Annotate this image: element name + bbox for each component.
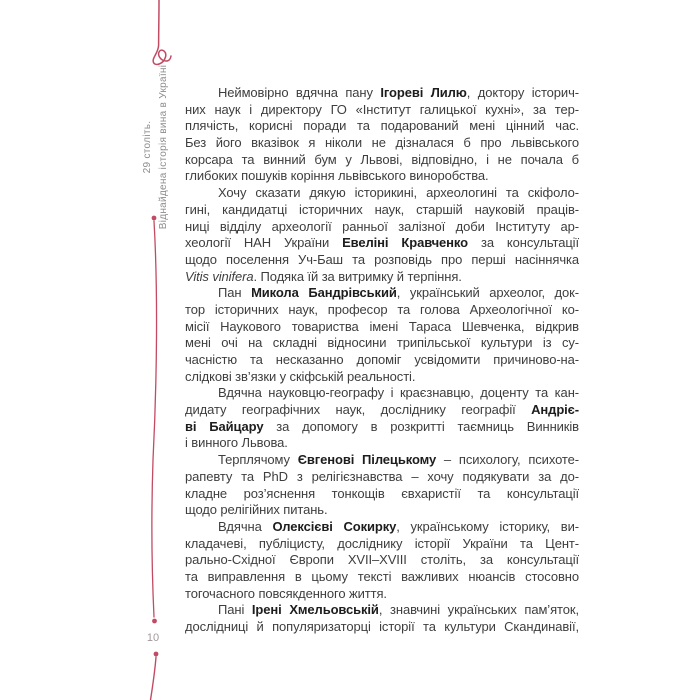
text-run: за консультації: [468, 235, 579, 251]
text-run: рапевту та PhD з релігієзнавства – хочу подякувати за до-: [185, 468, 579, 484]
text-run: Пані: [218, 602, 252, 618]
text-run: щодо поселення Уч-Баш та розповідь про перші насіннячка: [185, 251, 579, 267]
text-line: [185, 519, 579, 536]
footer-rule-with-dot: [144, 648, 166, 700]
latin-term: Vitis vinifera: [185, 268, 254, 284]
text-line: [185, 219, 579, 236]
person-name: Андріє-: [531, 402, 579, 418]
text-run: – психологу, психоте-: [436, 452, 579, 468]
spine-title: [140, 62, 174, 232]
text-run: мені очі на складні відносини трипільської культури із су-: [185, 335, 579, 351]
person-name: Ірені Хмельовській: [251, 602, 379, 618]
text-line: [185, 536, 579, 553]
text-line: [185, 152, 579, 169]
text-run: кладачеві, публіцисту, досліднику історії України та Цент-: [185, 535, 579, 551]
text-line: [185, 269, 579, 286]
person-name: Євгенові Пілецькому: [297, 452, 437, 468]
text-line: [185, 452, 579, 469]
text-line: [185, 168, 579, 185]
text-run: щодо релігійних питань.: [185, 502, 328, 518]
text-run: корсара та винний бум у Львові, відповідно, і не почала б: [185, 151, 579, 167]
text-run: місії Наукового товариства імені Тараса Шевченка, відкрив: [185, 318, 579, 334]
text-line: [185, 185, 579, 202]
text-line: [185, 135, 579, 152]
text-line: [185, 252, 579, 269]
text-run: глибоких пошуків коріння львівського виноробства.: [185, 168, 489, 184]
text-run: Хочу сказати дякую історикині, археологині та скіфоло-: [218, 185, 579, 201]
text-run: тор історичних наук, професор та голова Археологічної ко-: [185, 301, 579, 317]
text-run: . Подяка їй за витримку й терпіння.: [253, 268, 462, 284]
text-run: , український археолог, док-: [396, 285, 579, 301]
text-line: [185, 419, 579, 436]
text-run: хеології НАН України: [185, 235, 343, 251]
person-name: ві Байцару: [185, 418, 264, 434]
text-run: них наук і директору ГО «Інститут галицької кухні», за тер-: [185, 101, 579, 117]
text-line: [185, 319, 579, 336]
text-run: гині, кандидатці історичних наук, старшій науковій праців-: [185, 201, 579, 217]
text-line: [185, 619, 579, 636]
text-run: за допомогу в розкритті таємниць Винників: [263, 418, 579, 434]
text-run: слідкові зв’язки у скіфській реальності.: [185, 368, 416, 384]
text-run: рально-Східної Європи XVII–XVIII століть, за консультації: [185, 552, 579, 568]
spine-book-title: Віднайдена історія вина в Україні: [158, 64, 169, 230]
text-line: [185, 302, 579, 319]
text-run: Вдячна: [218, 518, 273, 534]
text-line: [185, 335, 579, 352]
text-line: [185, 285, 579, 302]
text-line: [185, 486, 579, 503]
text-line: [185, 102, 579, 119]
text-run: Терплячому: [218, 452, 298, 468]
text-line: [185, 385, 579, 402]
text-run: , знавчині українських пам’яток,: [378, 602, 579, 618]
text-line: [185, 118, 579, 135]
text-line: [185, 202, 579, 219]
text-run: , українському історику, ви-: [396, 518, 579, 534]
body-text: [185, 85, 579, 636]
person-name: Евеліні Кравченко: [342, 235, 469, 251]
text-line: [185, 369, 579, 386]
text-line: [185, 235, 579, 252]
text-run: , доктору історич-: [466, 85, 579, 100]
text-run: часністю та несказанно допоміг усвідомити причиново-на-: [185, 352, 579, 367]
text-line: [185, 569, 579, 586]
text-line: [185, 552, 579, 569]
text-run: Неймовірно вдячна пану: [218, 85, 381, 100]
person-name: Микола Бандрівський: [251, 285, 397, 301]
text-line: [185, 435, 579, 452]
text-line: [185, 352, 579, 369]
text-line: [185, 502, 579, 519]
person-name: Олексієві Сокирку: [272, 518, 397, 534]
text-line: [185, 586, 579, 603]
text-run: і винного Львова.: [185, 435, 288, 451]
text-run: ниці відділу археології ранньої залізної доби Інституту ар-: [185, 218, 579, 234]
page-number: 10: [146, 632, 160, 644]
text-line: [185, 469, 579, 486]
text-run: плячість, корисні поради та подарований мені цінний час.: [185, 118, 579, 134]
text-line: [185, 402, 579, 419]
text-run: та виправлення в цьому тексті важливих нюансів стосовно: [185, 568, 579, 584]
text-run: дослідниці й популяризаторці історії та культури Скандинавії,: [185, 619, 579, 634]
text-run: Без його вказівок я ніколи не дізналася б про львівського: [185, 135, 579, 151]
text-run: Пан: [218, 285, 252, 301]
person-name: Ігореві Лилю: [380, 85, 467, 100]
text-run: дидату географічних наук, досліднику географії: [185, 402, 532, 418]
text-run: тогочасного повсякденного життя.: [185, 585, 387, 601]
text-run: Вдячна науковцю-географу і краєзнавцю, доценту та кан-: [218, 385, 579, 401]
text-run: кладне роз’яснення тонкощів євхаристії та консультації: [185, 485, 579, 501]
text-line: [185, 602, 579, 619]
spine-rule-with-dots: [144, 210, 166, 630]
text-line: [185, 85, 579, 102]
spine-series-label: 29 століть.: [142, 120, 153, 174]
